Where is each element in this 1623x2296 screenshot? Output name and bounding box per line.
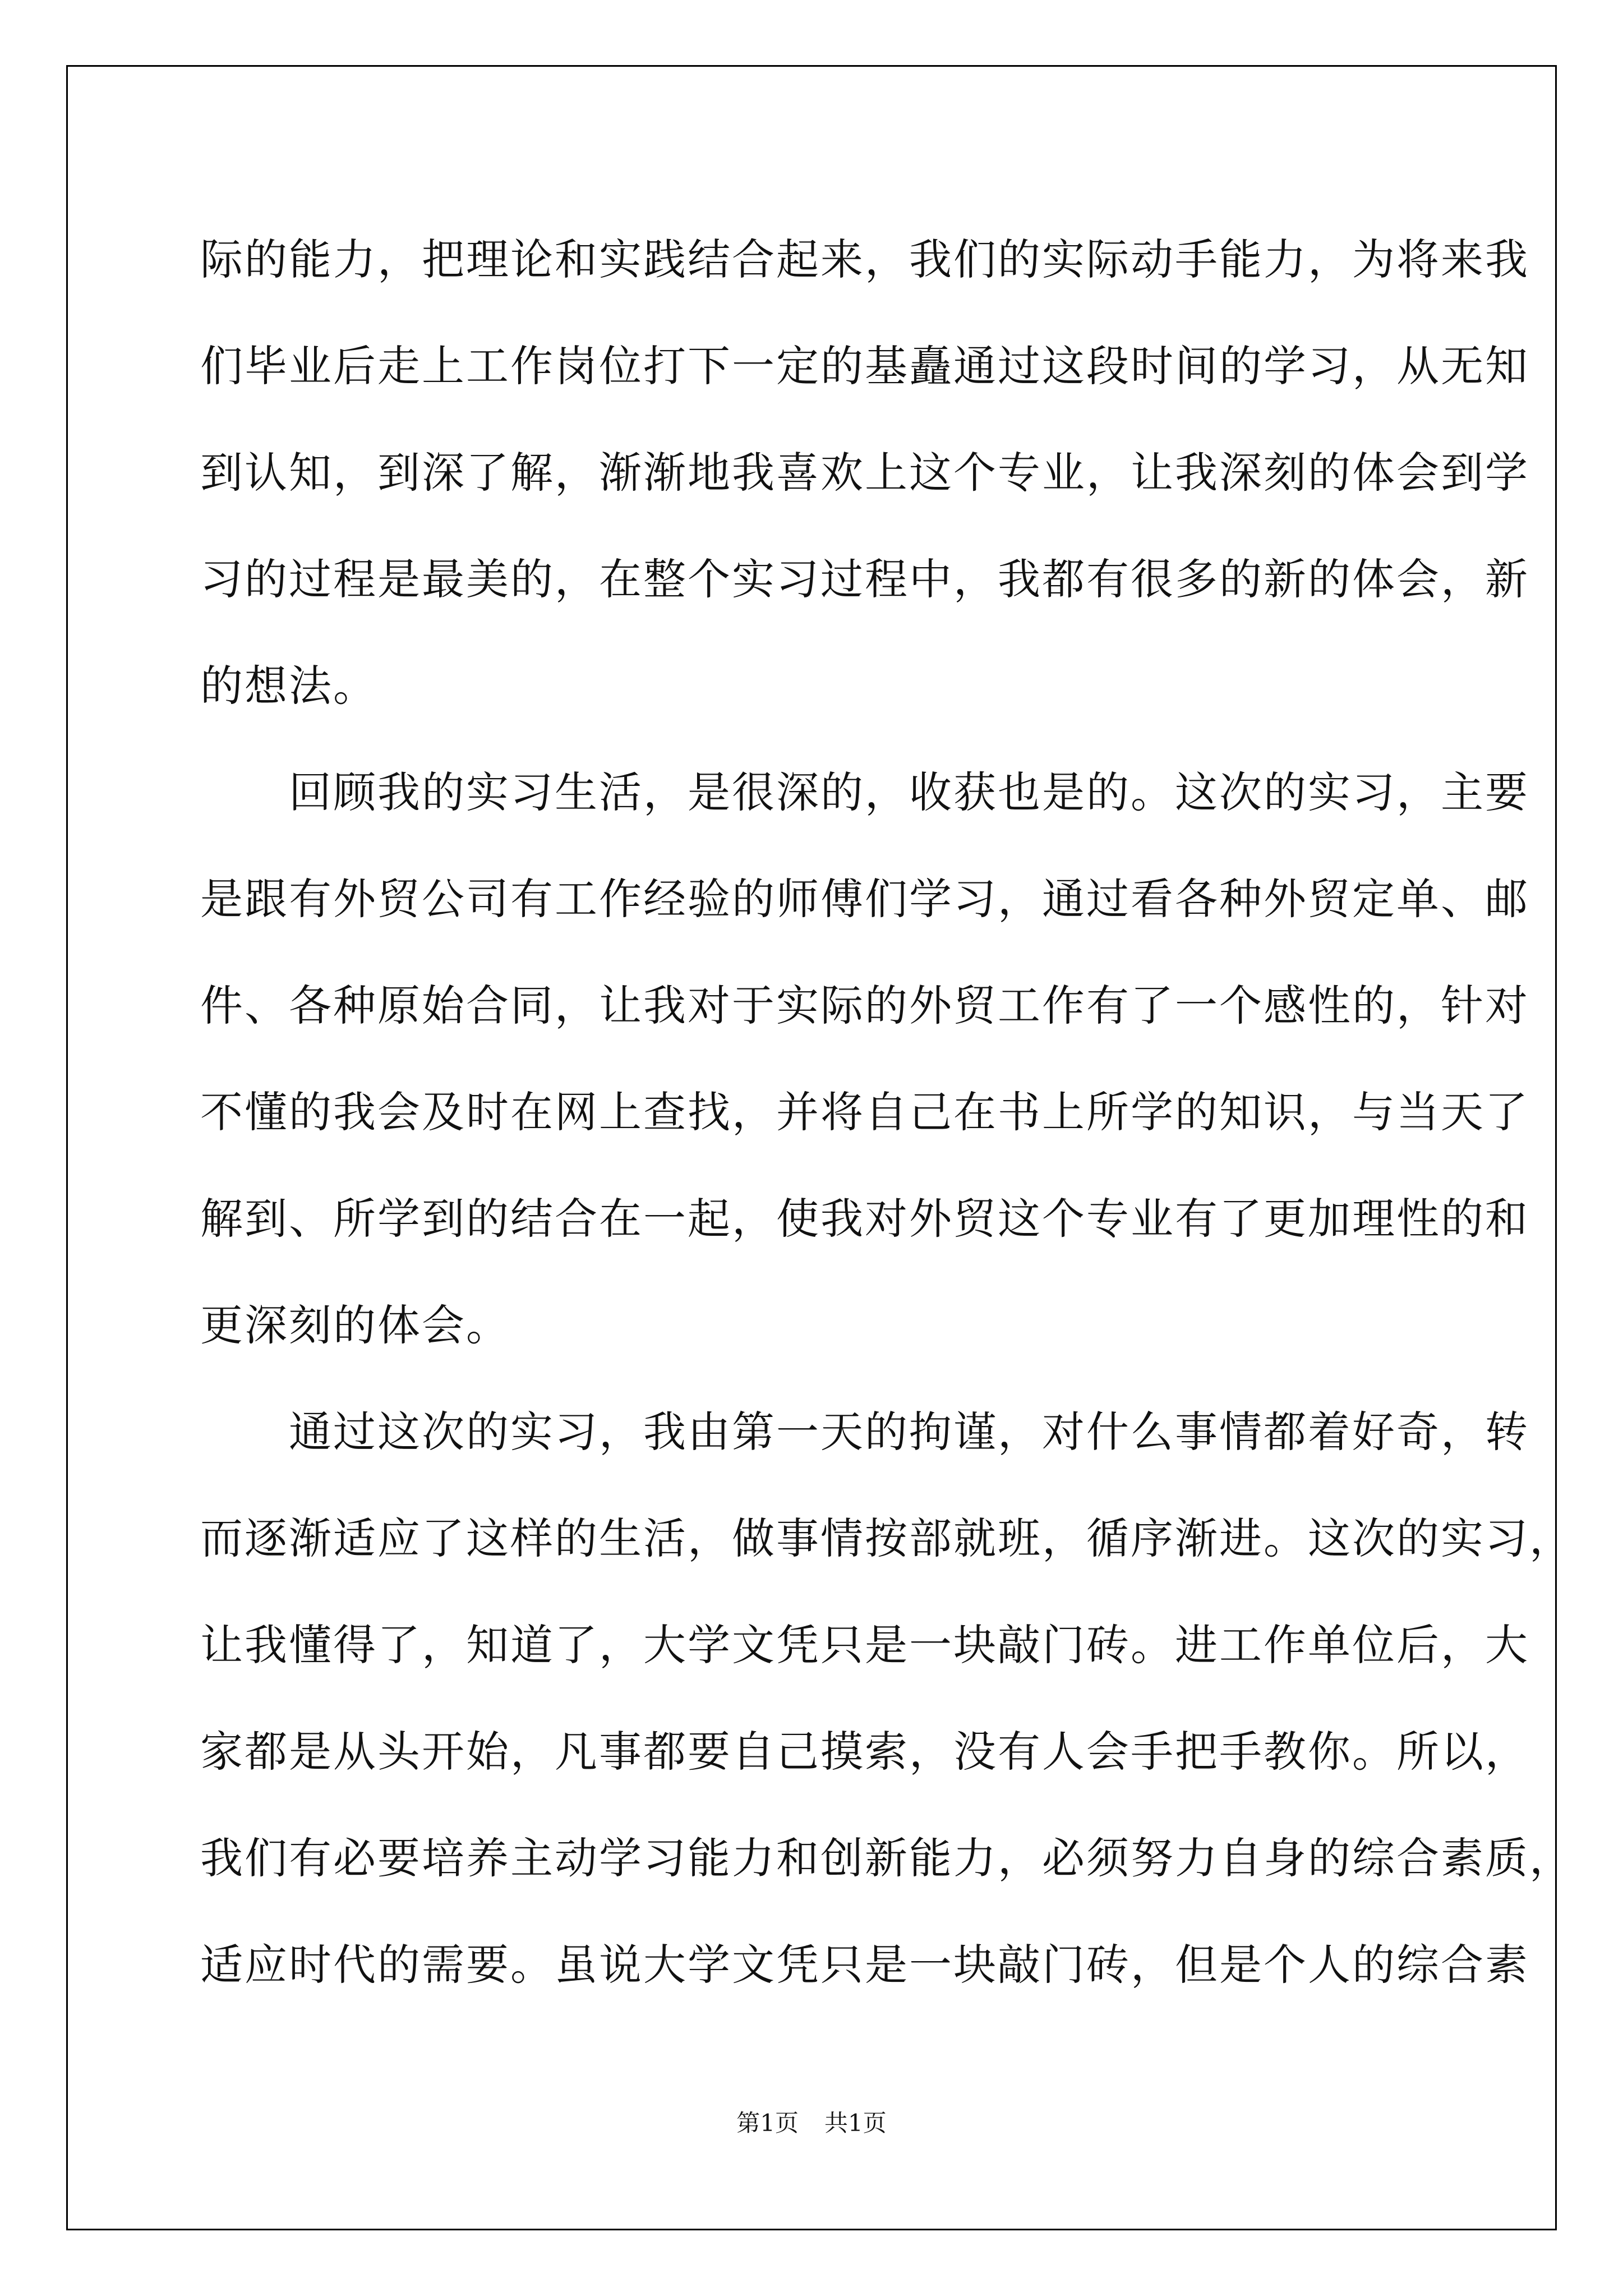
text-line: 而逐渐适应了这样的生活，做事情按部就班，循序渐进。这次的实习，	[200, 1513, 1574, 1563]
paragraph-3	[200, 1379, 1574, 2018]
text-line: 际的能力，把理论和实践结合起来，我们的实际动手能力，为将来我	[200, 234, 1529, 284]
text-line: 件、各种原始合同，让我对于实际的外贸工作有了一个感性的，针对	[200, 981, 1529, 1030]
text-line: 我们有必要培养主动学习能力和创新能力，必须努力自身的综合素质，	[200, 1833, 1574, 1883]
page-footer	[0, 2105, 1623, 2138]
page-total: 共1页	[824, 2109, 887, 2137]
text-line: 让我懂得了，知道了，大学文凭只是一块敲门砖。进工作单位后，大	[200, 1620, 1529, 1670]
text-line: 回顾我的实习生活，是很深的，收获也是的。这次的实习，主要	[200, 767, 1529, 817]
document-body	[200, 206, 1574, 2018]
text-line: 适应时代的需要。虽说大学文凭只是一块敲门砖，但是个人的综合素	[200, 1940, 1529, 1990]
text-line: 通过这次的实习，我由第一天的拘谨，对什么事情都着好奇，转	[200, 1407, 1529, 1457]
paragraph-2	[200, 739, 1529, 1379]
text-line: 不懂的我会及时在网上查找，并将自己在书上所学的知识，与当天了	[200, 1087, 1529, 1137]
paragraph-1	[200, 206, 1529, 739]
text-line: 到认知，到深了解，渐渐地我喜欢上这个专业，让我深刻的体会到学	[200, 448, 1529, 498]
text-line: 习的过程是最美的，在整个实习过程中，我都有很多的新的体会，新	[200, 554, 1529, 604]
text-line: 家都是从头开始，凡事都要自己摸索，没有人会手把手教你。所以，	[200, 1727, 1529, 1777]
page-number: 第1页	[736, 2109, 799, 2137]
text-line: 是跟有外贸公司有工作经验的师傅们学习，通过看各种外贸定单、邮	[200, 874, 1529, 924]
text-line: 的想法。	[200, 661, 377, 711]
text-line: 更深刻的体会。	[200, 1300, 510, 1350]
text-line: 解到、所学到的结合在一起，使我对外贸这个专业有了更加理性的和	[200, 1194, 1529, 1244]
text-line: 们毕业后走上工作岗位打下一定的基矗通过这段时间的学习，从无知	[200, 341, 1529, 391]
